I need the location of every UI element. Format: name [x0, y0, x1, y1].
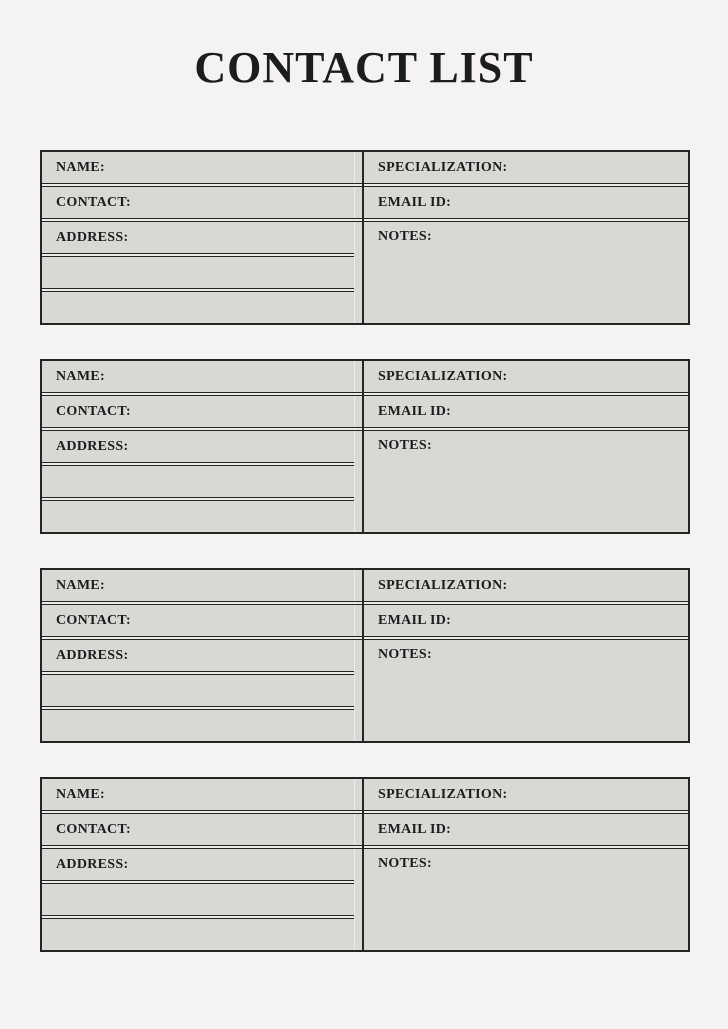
- notes-label: NOTES:: [378, 438, 432, 453]
- contact-card-left-column: [42, 570, 362, 741]
- name-row: [42, 570, 355, 601]
- contact-card: [40, 777, 690, 952]
- contact-card: [40, 150, 690, 325]
- name-row: [42, 152, 355, 183]
- specialization-label: SPECIALIZATION:: [378, 787, 508, 802]
- contact-label: CONTACT:: [56, 195, 131, 210]
- specialization-row: [364, 570, 688, 601]
- email-id-label: EMAIL ID:: [378, 613, 452, 628]
- address-row: [42, 640, 355, 671]
- contact-row: [42, 396, 355, 427]
- email-row: [364, 605, 688, 636]
- email-id-label: EMAIL ID:: [378, 404, 452, 419]
- specialization-label: SPECIALIZATION:: [378, 369, 508, 384]
- contact-card: [40, 568, 690, 743]
- blank-write-in-line: [42, 710, 355, 741]
- email-row: [364, 396, 688, 427]
- notes-area: [364, 222, 688, 323]
- address-label: ADDRESS:: [56, 230, 129, 245]
- name-label: NAME:: [56, 787, 105, 802]
- contact-row: [42, 187, 355, 218]
- contact-row: [42, 605, 355, 636]
- contact-label: CONTACT:: [56, 822, 131, 837]
- blank-write-in-line: [42, 292, 355, 323]
- contact-card: [40, 359, 690, 534]
- contact-card-right-column: [364, 570, 688, 741]
- address-row: [42, 849, 355, 880]
- specialization-label: SPECIALIZATION:: [378, 160, 508, 175]
- page-title: CONTACT LIST: [194, 43, 534, 92]
- blank-write-in-line: [42, 466, 355, 497]
- contact-row: [42, 814, 355, 845]
- contact-label: CONTACT:: [56, 613, 131, 628]
- specialization-row: [364, 361, 688, 392]
- name-label: NAME:: [56, 578, 105, 593]
- address-row: [42, 431, 355, 462]
- address-label: ADDRESS:: [56, 439, 129, 454]
- email-row: [364, 814, 688, 845]
- contact-card-left-column: [42, 361, 362, 532]
- specialization-label: SPECIALIZATION:: [378, 578, 508, 593]
- address-row: [42, 222, 355, 253]
- notes-area: [364, 640, 688, 741]
- contact-card-left-column: [42, 152, 362, 323]
- name-label: NAME:: [56, 369, 105, 384]
- contact-card-right-column: [364, 361, 688, 532]
- notes-label: NOTES:: [378, 229, 432, 244]
- contact-card-right-column: [364, 152, 688, 323]
- contact-card-left-column: [42, 779, 362, 950]
- address-label: ADDRESS:: [56, 648, 129, 663]
- contact-label: CONTACT:: [56, 404, 131, 419]
- notes-label: NOTES:: [378, 647, 432, 662]
- email-id-label: EMAIL ID:: [378, 195, 452, 210]
- name-row: [42, 361, 355, 392]
- blank-write-in-line: [42, 919, 355, 950]
- notes-area: [364, 431, 688, 532]
- specialization-row: [364, 779, 688, 810]
- specialization-row: [364, 152, 688, 183]
- address-label: ADDRESS:: [56, 857, 129, 872]
- contact-blocks: [40, 150, 690, 952]
- name-label: NAME:: [56, 160, 105, 175]
- notes-area: [364, 849, 688, 950]
- contact-card-right-column: [364, 779, 688, 950]
- email-id-label: EMAIL ID:: [378, 822, 452, 837]
- email-row: [364, 187, 688, 218]
- blank-write-in-line: [42, 257, 355, 288]
- blank-write-in-line: [42, 884, 355, 915]
- blank-write-in-line: [42, 501, 355, 532]
- blank-write-in-line: [42, 675, 355, 706]
- notes-label: NOTES:: [378, 856, 432, 871]
- name-row: [42, 779, 355, 810]
